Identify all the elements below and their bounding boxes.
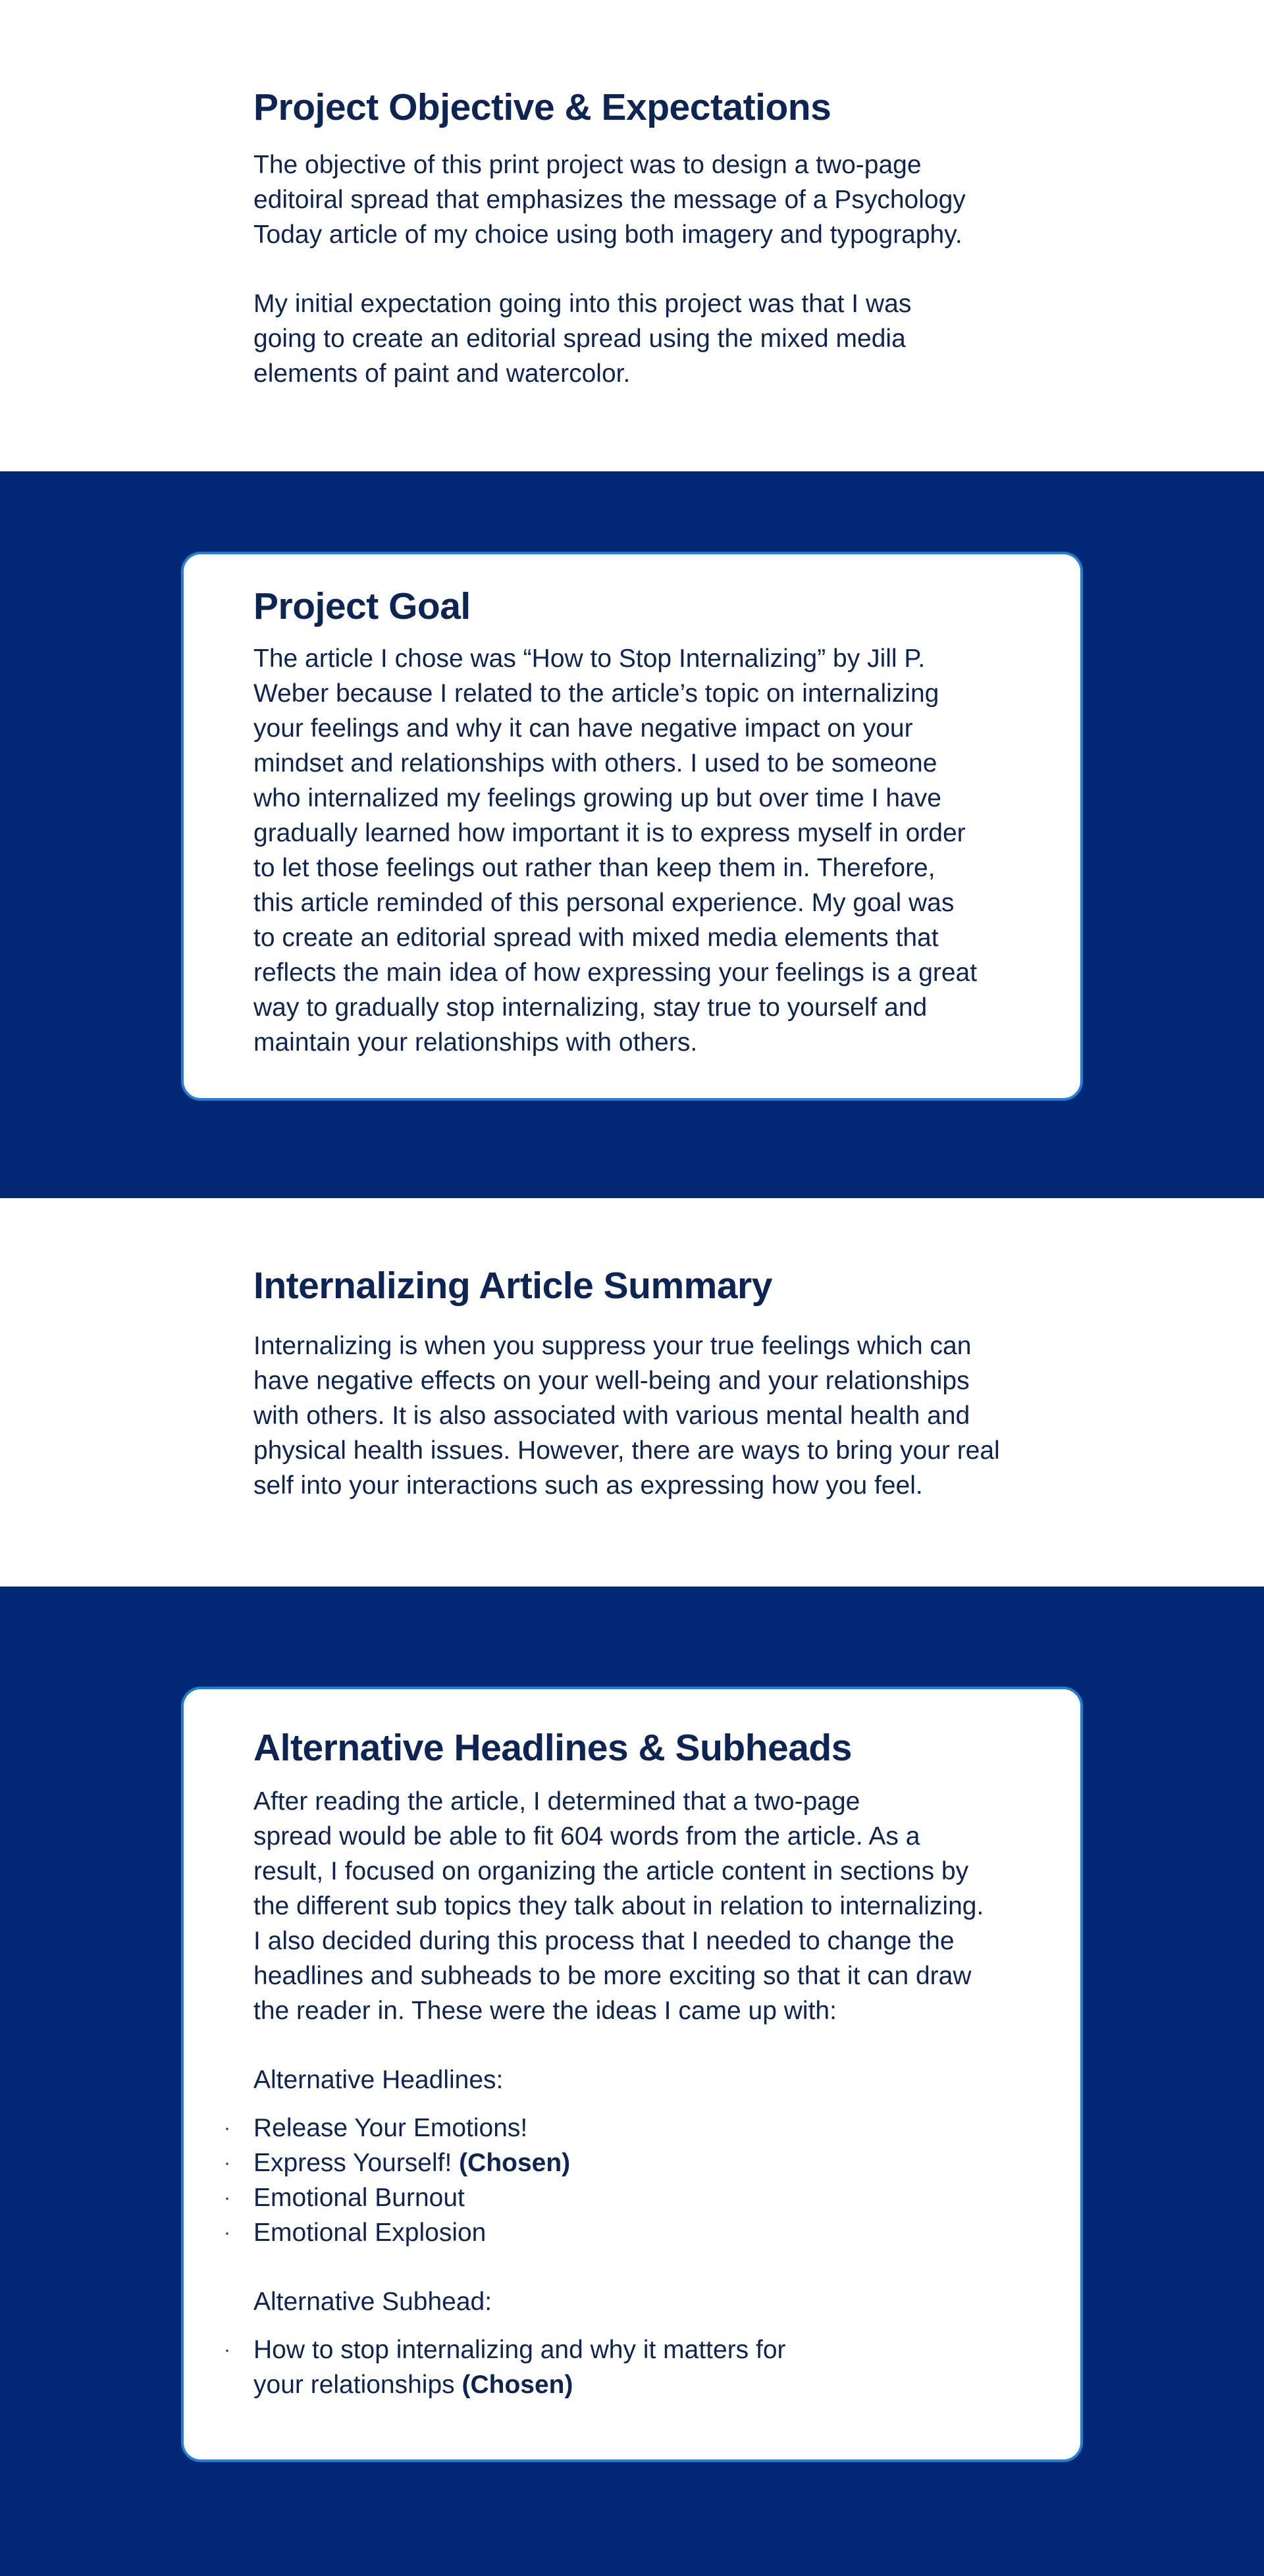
- chosen-tag: (Chosen): [459, 2149, 571, 2177]
- summary-section: [0, 1198, 1264, 1587]
- objective-section: [0, 0, 1264, 471]
- list-item: · Emotional Explosion: [253, 2215, 1043, 2250]
- headlines-section: [0, 1587, 1264, 2576]
- summary-heading: Internalizing Article Summary: [253, 1265, 772, 1307]
- bullet-icon: ·: [224, 2339, 230, 2361]
- bullet-icon: ·: [224, 2117, 230, 2139]
- summary-paragraph: Internalizing is when you suppress your true feelings which can have negative effects on your well-being and your relationships with others. It is also associated with various mental health and physical health issues. However, there are ways to bring your real self into your interactions such as expressing how you feel.: [253, 1332, 1000, 1500]
- goal-paragraph: The article I chose was “How to Stop Internalizing” by Jill P. Weber because I related to the article’s topic on internalizing your feelings and why it can have negative impact on your mindset and relationships with others. I used to be someone who internalized my feelings growing up but over time I have gradually learned how important it is to express myself in order to let those feelings out rather than keep them in. Therefore, this article reminded of this personal experience. My goal was to create an editorial spread with mixed media elements that reflects the main idea of how expressing your feelings is a great way to gradually stop internalizing, stay true to yourself and maintain your relationships with others.: [253, 644, 978, 1057]
- list-item: · Express Yourself! (Chosen): [253, 2145, 1043, 2180]
- objective-paragraph-1: The objective of this print project was to design a two-page editoiral spread that emphasizes the message of a Psychology Today article of my choice using both imagery and typography.: [253, 151, 966, 249]
- objective-heading: Project Objective & Expectations: [253, 86, 831, 128]
- bullet-icon: ·: [224, 2152, 230, 2174]
- objective-content: [253, 84, 1043, 391]
- bullet-icon: ·: [224, 2187, 230, 2209]
- objective-paragraph-2: My initial expectation going into this project was that I was going to create an editorial spread using the mixed media elements of paint and watercolor.: [253, 290, 912, 388]
- alt-headlines-list: [224, 2111, 1043, 2250]
- goal-heading: Project Goal: [253, 585, 471, 627]
- headlines-heading: Alternative Headlines & Subheads: [253, 1727, 852, 1769]
- alt-headlines-label: Alternative Headlines:: [253, 2066, 504, 2094]
- chosen-tag: (Chosen): [461, 2371, 573, 2399]
- list-item: · Release Your Emotions!: [253, 2111, 1043, 2145]
- bullet-icon: ·: [224, 2222, 230, 2244]
- list-item: · Emotional Burnout: [253, 2180, 1043, 2215]
- goal-content: [253, 583, 1043, 1060]
- headlines-paragraph: After reading the article, I determined that a two-page spread would be able to fit 604 words from the article. As a result, I focused on organizing the article content in sections by the different sub topics they talk about in relation to internalizing. I also decided during this process that I needed to change the headlines and subheads to be more exciting so that it can draw the reader in. These were the ideas I came up with:: [253, 1787, 984, 2025]
- alt-subhead-list: [224, 2332, 1043, 2402]
- summary-content: [253, 1263, 1043, 1503]
- list-item: · How to stop internalizing and why it matters for your relationships (Chosen): [253, 2332, 1043, 2402]
- goal-section: [0, 471, 1264, 1198]
- alt-subhead-label: Alternative Subhead:: [253, 2288, 492, 2316]
- headlines-content: [224, 1725, 1043, 2402]
